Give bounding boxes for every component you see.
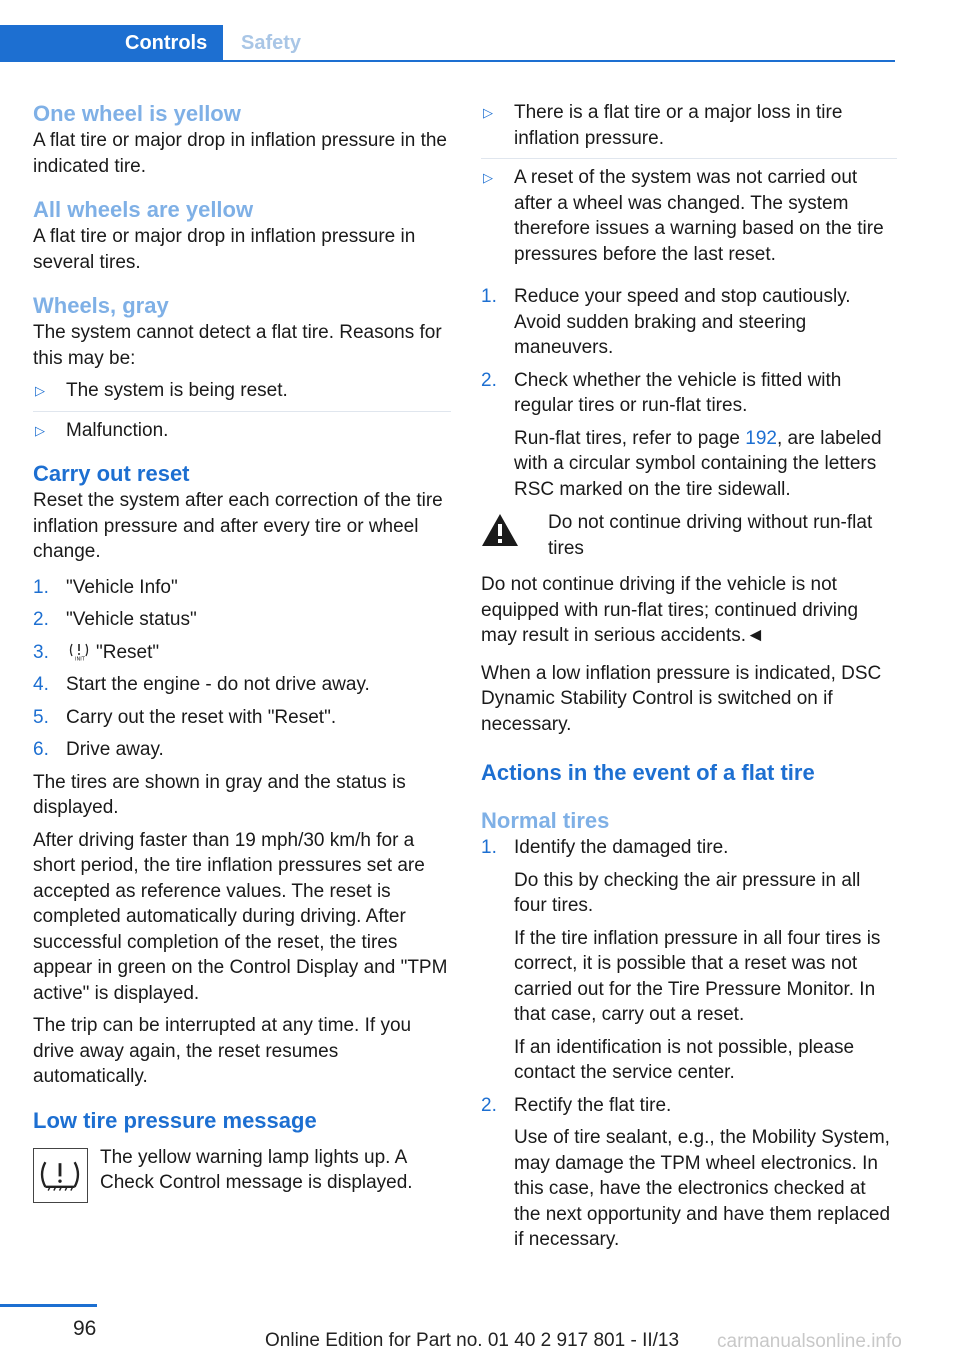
heading-low-tire-pressure: Low tire pressure message bbox=[33, 1107, 317, 1133]
warning-box bbox=[481, 510, 897, 562]
list-item: 3. INIT "Reset" bbox=[33, 641, 160, 663]
page-link[interactable]: 192 bbox=[745, 427, 777, 449]
header-rule bbox=[223, 60, 895, 62]
list-item: 2. Rectify the flat tire. Use of tire sealant, e.g., the Mobility System, may damage the TPM wheel electronics. In this case, have the electronics checked at the next opportunity and have them replaced if necessary. bbox=[481, 1094, 891, 1250]
heading-carry-out-reset: Carry out reset bbox=[33, 461, 190, 486]
reasons-list bbox=[33, 378, 451, 443]
reset-steps bbox=[33, 575, 451, 763]
text-dsc: When a low inflation pressure is indicated, DSC Dynamic Stability Control is switched on if necessary. bbox=[481, 662, 882, 735]
triangle-right-icon: ▷ bbox=[483, 170, 493, 185]
triangle-right-icon: ▷ bbox=[483, 105, 493, 120]
watermark: carmanualsonline.info bbox=[717, 1331, 902, 1352]
tab-safety[interactable]: Safety bbox=[241, 32, 302, 54]
svg-text:INIT: INIT bbox=[75, 656, 85, 661]
text-wheels-gray: The system cannot detect a flat tire. Reasons for this may be: bbox=[33, 322, 442, 369]
heading-normal-tires: Normal tires bbox=[481, 808, 610, 833]
right-column bbox=[481, 100, 897, 1260]
triangle-right-icon: ▷ bbox=[35, 383, 45, 398]
list-item: ▷ There is a flat tire or a major loss in tire inflation pressure. bbox=[483, 102, 843, 149]
tab-controls[interactable]: Controls bbox=[0, 25, 223, 62]
tpm-init-icon bbox=[68, 641, 90, 661]
flat-tire-steps bbox=[481, 284, 897, 502]
warning-title: Do not continue driving without run-flat tires bbox=[548, 512, 873, 559]
text-carry-out-reset: Reset the system after each correction of the tire inflation pressure and after every tire or wheel change. bbox=[33, 490, 443, 562]
footer-rule bbox=[0, 1304, 97, 1307]
list-item: 4. Start the engine - do not drive away. bbox=[33, 674, 370, 695]
text-reference-values: After driving faster than 19 mph/30 km/h for a short period, the tire inflation pressures set are accepted as reference values. The reset is completed automatically during driving. After successful completion of the reset, the tires appear in green on the Control Display and "TPM active" is displayed. bbox=[33, 829, 448, 1004]
list-item: 1. Reduce your speed and stop cautiously. Avoid sudden braking and steering maneuvers. bbox=[481, 286, 851, 358]
list-item: ▷ A reset of the system was not carried out after a wheel was changed. The system therefore issues a warning based on the tire pressures before the last reset. bbox=[481, 158, 897, 267]
triangle-right-icon: ▷ bbox=[35, 422, 45, 438]
list-item: ▷ The system is being reset. bbox=[33, 378, 451, 404]
low-pressure-message bbox=[33, 1145, 451, 1196]
normal-tires-steps bbox=[481, 835, 897, 1253]
list-item: 1. Identify the damaged tire. Do this by checking the air pressure in all four tires. If the tire inflation pressure in all four tires is correct, it is possible that a reset was not carried out for the Tire Pressure Monitor. In that case, carry out a reset. If an identification is not possible, please contact the service center. bbox=[481, 837, 881, 1083]
heading-one-wheel-yellow: One wheel is yellow bbox=[33, 101, 241, 126]
heading-wheels-gray: Wheels, gray bbox=[33, 293, 169, 318]
edition-text: Online Edition for Part no. 01 40 2 917 801 - II/13 bbox=[265, 1330, 680, 1351]
list-item: 6. Drive away. bbox=[33, 739, 164, 760]
heading-flat-tire-actions: Actions in the event of a flat tire bbox=[481, 760, 815, 785]
causes-list bbox=[481, 100, 897, 267]
run-flat-reference: Run-flat tires, refer to page 192, are labeled with a circular symbol containing the letters RSC marked on the tire sidewall. bbox=[514, 427, 882, 500]
text-low-pressure: The yellow warning lamp lights up. A Check Control message is displayed. bbox=[100, 1146, 413, 1193]
warning-text: Do not continue driving if the vehicle is not equipped with run-flat tires; continued driving may result in serious accidents.◄ bbox=[481, 574, 859, 646]
list-item: 5. Carry out the reset with "Reset". bbox=[33, 706, 337, 728]
list-item: 2. Check whether the vehicle is fitted with regular tires or run-flat tires. Run-flat tires, refer to page 192, are labeled with a circular symbol containing the letters RSC marked on the tire sidewall. bbox=[481, 368, 897, 503]
tire-pressure-warning-lamp-icon bbox=[33, 1148, 88, 1203]
warning-triangle-icon bbox=[481, 512, 519, 548]
heading-all-wheels-yellow: All wheels are yellow bbox=[33, 197, 254, 222]
list-item: 1. "Vehicle Info" bbox=[33, 576, 178, 598]
text-one-wheel-yellow: A flat tire or major drop in inflation pressure in the indicated tire. bbox=[33, 130, 447, 177]
text-tires-gray: The tires are shown in gray and the status is displayed. bbox=[33, 771, 406, 818]
left-column bbox=[33, 100, 451, 1203]
text-trip-interrupt: The trip can be interrupted at any time. If you drive away again, the reset resumes automatically. bbox=[33, 1015, 412, 1087]
list-item: 2. "Vehicle status" bbox=[33, 609, 197, 630]
page-number: 96 bbox=[73, 1317, 97, 1340]
text-all-wheels-yellow: A flat tire or major drop in inflation pressure in several tires. bbox=[33, 226, 416, 273]
header-tabs bbox=[0, 25, 895, 62]
list-item: ▷ Malfunction. bbox=[33, 411, 451, 444]
